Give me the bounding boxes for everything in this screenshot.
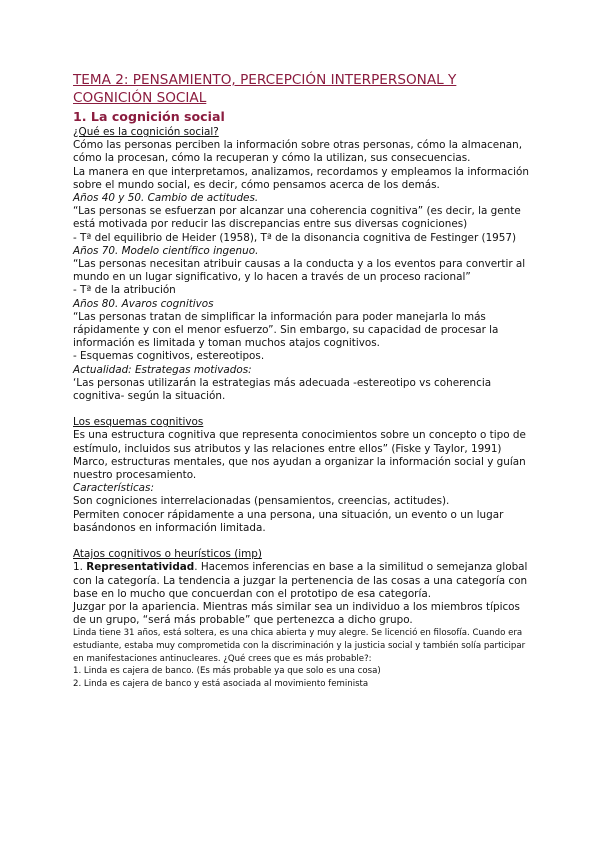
paragraph: Es una estructura cognitiva que representa conocimientos sobre un concepto o tipo de estímulo, incluidos sus atributos y las relaciones entre ellos” (Fiske y Taylor, 1991) — [73, 429, 526, 455]
list-number: 1. — [73, 561, 87, 574]
quote: “Las personas tratan de simplificar la información para poder manejarla lo más rápidamente y con el menor esfuerzo”. Sin embargo, su capacidad de procesar la información es limitada y toman muchos atajos cognitivos. — [73, 310, 499, 350]
theory-line: - Tª de la atribución — [73, 284, 176, 297]
paragraph: Son cogniciones interrelacionadas (pensamientos, creencias, actitudes). — [73, 495, 450, 508]
quote: ‘Las personas utilizarán la estrategias más adecuada -estereotipo vs coherencia cognitiva- según la situación. — [73, 376, 492, 403]
paragraph: Juzgar por la apariencia. Mientras más similar sea un individuo a los miembros típicos de un grupo, “será más probable” que pertenezca a dicho grupo. — [73, 600, 520, 627]
era-heading: Años 70. Modelo científico ingenuo. — [73, 244, 259, 257]
subsection-heading: Los esquemas cognitivos — [73, 416, 204, 429]
option-2: 2. Linda es cajera de banco y está asociada al movimiento feminista — [73, 678, 369, 689]
option-1: 1. Linda es cajera de banco. (Es más probable ya que solo es una cosa) — [73, 666, 381, 677]
spacer — [73, 535, 529, 548]
paragraph: Marco, estructuras mentales, que nos ayudan a organizar la información social y guían nuestro procesamiento. — [73, 455, 526, 482]
section-heading: 1. La cognición social — [73, 109, 225, 124]
era-heading: Actualidad: Estrategas motivados: — [73, 363, 252, 376]
characteristics-heading: Características: — [73, 482, 154, 495]
paragraph: La manera en que interpretamos, analizamos, recordamos y empleamos la información sobre el mundo social, es decir, cómo pensamos acerca de los demás. — [73, 165, 529, 191]
term-bold: Representatividad — [86, 561, 195, 574]
title-line-1: TEMA 2: PENSAMIENTO, PERCEPCIÓN INTERPERSONAL Y — [73, 72, 457, 88]
era-heading: Años 80. Avaros cognitivos — [73, 297, 214, 310]
title-line-2: COGNICIÓN SOCIAL — [73, 90, 207, 106]
theory-line: - Tª del equilibrio de Heider (1958), Tª de la disonancia cognitiva de Festinger (1957) — [73, 231, 517, 244]
subsection-heading: Atajos cognitivos o heurísticos (imp) — [73, 548, 262, 561]
paragraph — [73, 561, 529, 601]
quote: “Las personas se esfuerzan por alcanzar una coherencia cognitiva” (es decir, la gente está motivada por reducir las discrepancias entre sus diversas cogniciones) — [73, 205, 521, 231]
quote: “Las personas necesitan atribuir causas a la conducta y a los eventos para convertir al mundo en un lugar significativo, y lo hacen a través de un proceso racional” — [73, 258, 526, 284]
document-title — [73, 71, 529, 107]
paragraph: Cómo las personas perciben la información sobre otras personas, cómo la almacenan, cómo la procesan, cómo la recuperan y cómo la utilizan, sus consecuencias. — [73, 139, 523, 165]
theory-line: - Esquemas cognitivos, estereotipos. — [73, 350, 265, 363]
question-heading: ¿Qué es la cognición social? — [73, 126, 219, 138]
term-definition: . Hacemos inferencias en base a la similitud o semejanza global con la categoría. La tendencia a juzgar la pertenencia de las cosas a una categoría con base en lo mucho que concuerdan con el prototipo de esa categoría. — [73, 561, 528, 600]
spacer — [73, 403, 529, 416]
example-paragraph: Linda tiene 31 años, está soltera, es una chica abierta y muy alegre. Se licenció en filosofía. Cuando era estudiante, estaba muy comprometida con la discriminación y la justicia social y también solía participar en manifestaciones antinucleares. ¿Qué crees que es más probable?: — [73, 628, 526, 664]
paragraph: Permiten conocer rápidamente a una persona, una situación, un evento o un lugar basándonos en información limitada. — [73, 508, 504, 534]
era-heading: Años 40 y 50. Cambio de actitudes. — [73, 192, 259, 205]
document-page — [73, 71, 529, 690]
